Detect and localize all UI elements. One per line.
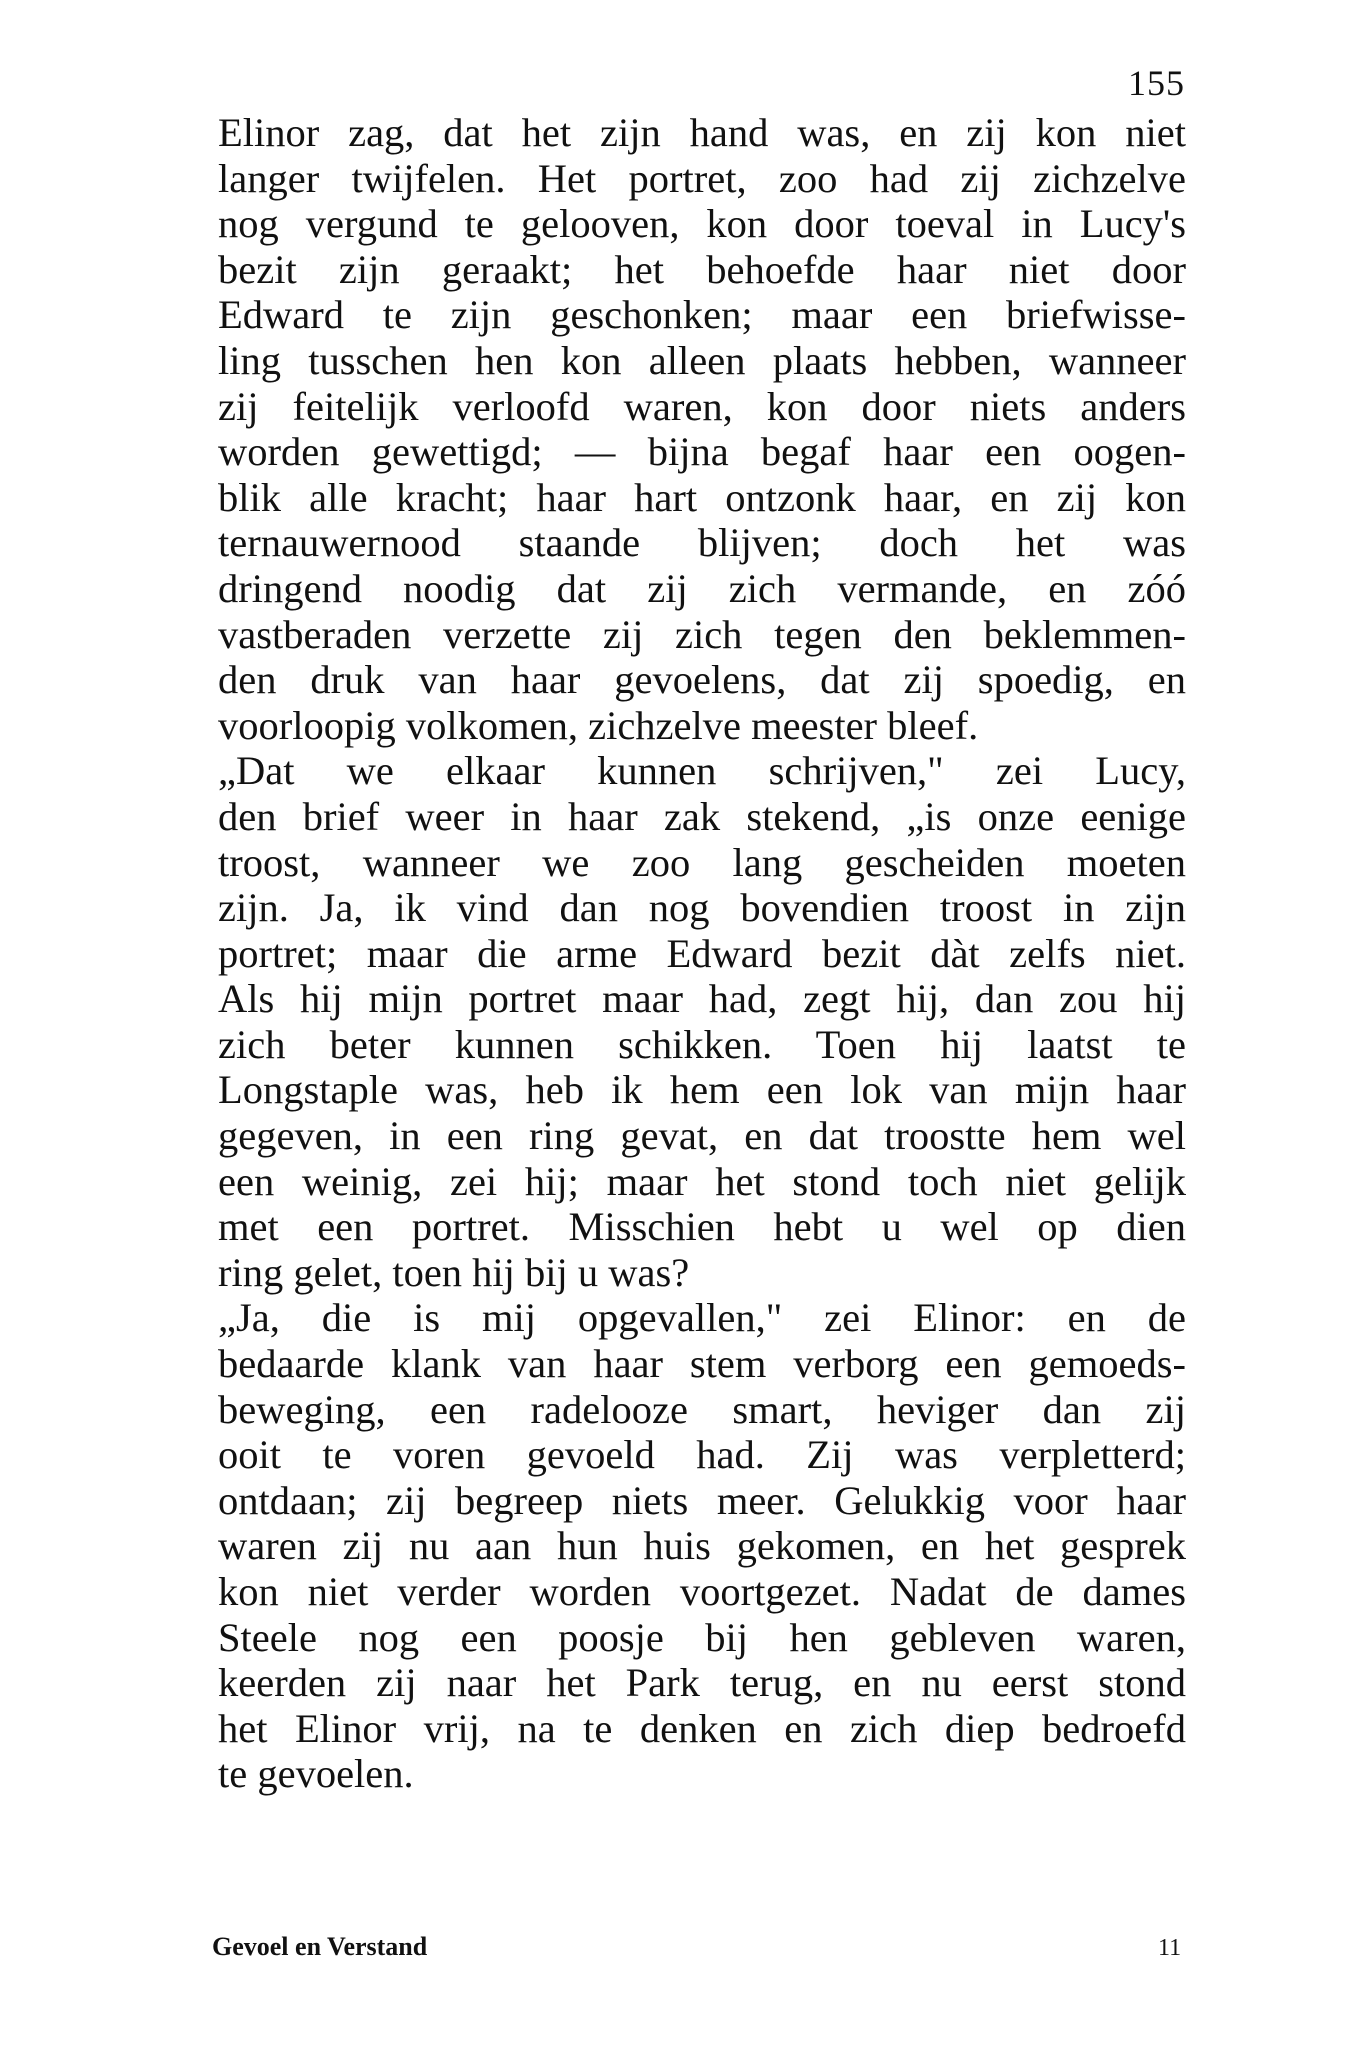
text-line: waren zij nu aan hun huis gekomen, en het gesprek [218,1523,1186,1569]
text-line: voorloopig volkomen, zichzelve meester bleef. [218,702,979,748]
text-line: met een portret. Misschien hebt u wel op dien [218,1204,1186,1250]
paragraph [218,110,1186,748]
text-line: Als hij mijn portret maar had, zegt hij, dan zou hij [218,976,1186,1022]
paragraph [218,1295,1186,1797]
text-line: gegeven, in een ring gevat, en dat troostte hem wel [218,1113,1186,1159]
text-line: „Dat we elkaar kunnen schrijven," zei Lucy, [218,748,1186,794]
text-line: Steele nog een poosje bij hen gebleven waren, [218,1614,1186,1660]
text-line: langer twijfelen. Het portret, zoo had zij zichzelve [218,155,1186,201]
text-line: Longstaple was, heb ik hem een lok van mijn haar [218,1067,1186,1113]
text-line: portret; maar die arme Edward bezit dàt zelfs niet. [218,930,1186,976]
text-line: te gevoelen. [218,1751,414,1797]
text-line: zij feitelijk verloofd waren, kon door niets anders [218,383,1186,429]
paragraph [218,748,1186,1295]
text-line: ling tusschen hen kon alleen plaats hebben, wanneer [218,337,1186,383]
text-line: een weinig, zei hij; maar het stond toch niet gelijk [218,1158,1186,1204]
text-line: troost, wanneer we zoo lang gescheiden moeten [218,839,1186,885]
text-line: bedaarde klank van haar stem verborg een gemoeds- [218,1341,1186,1387]
text-line: ternauwernood staande blijven; doch het was [218,520,1186,566]
text-line: bezit zijn geraakt; het behoefde haar niet door [218,246,1186,292]
text-line: blik alle kracht; haar hart ontzonk haar, en zij kon [218,474,1186,520]
text-line: worden gewettigd; — bijna begaf haar een oogen- [218,429,1186,475]
text-line: ontdaan; zij begreep niets meer. Gelukkig voor haar [218,1477,1186,1523]
text-line: het Elinor vrij, na te denken en zich diep bedroefd [218,1705,1186,1751]
text-line: den brief weer in haar zak stekend, „is onze eenige [218,793,1186,839]
text-line: Elinor zag, dat het zijn hand was, en zij kon niet [218,110,1186,155]
text-line: beweging, een radelooze smart, heviger dan zij [218,1386,1186,1432]
text-line: keerden zij naar het Park terug, en nu eerst stond [218,1660,1186,1706]
footer-signature: Gevoel en Verstand [212,1932,428,1961]
text-line: „Ja, die is mij opgevallen," zei Elinor: en de [218,1295,1186,1341]
text-line: zijn. Ja, ik vind dan nog bovendien troost in zijn [218,885,1186,931]
text-line: dringend noodig dat zij zich vermande, en zóó [218,565,1186,611]
footer-signature-number: 11 [1158,1935,1182,1961]
text-line: kon niet verder worden voortgezet. Nadat de dames [218,1569,1186,1614]
text-line: ring gelet, toen hij bij u was? [218,1249,690,1295]
text-line: zich beter kunnen schikken. Toen hij laatst te [218,1021,1186,1067]
page-number: 155 [1128,63,1185,103]
text-line: den druk van haar gevoelens, dat zij spoedig, en [218,657,1186,703]
body-text [218,110,1186,1797]
text-line: Edward te zijn geschonken; maar een briefwisse- [218,292,1186,338]
text-line: ooit te voren gevoeld had. Zij was verpletterd; [218,1432,1186,1478]
text-line: vastberaden verzette zij zich tegen den beklemmen- [218,611,1186,657]
text-line: nog vergund te gelooven, kon door toeval in Lucy's [218,201,1186,247]
